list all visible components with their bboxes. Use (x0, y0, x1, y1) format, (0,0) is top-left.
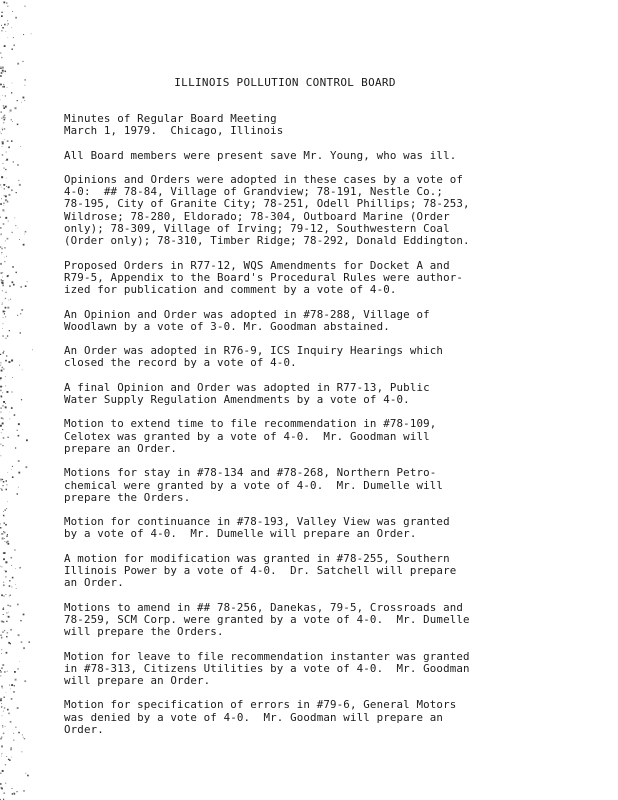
minutes-header (64, 113, 584, 138)
scan-edge-noise (0, 0, 40, 800)
paragraph-line: prepare the Orders. (64, 490, 191, 504)
minutes-paragraph (64, 467, 584, 504)
paragraph-line: an Order. (64, 576, 124, 590)
paragraph-line: An Order was adopted in R76-9, ICS Inquiry Hearings which (64, 344, 444, 358)
paragraph-line: will prepare the Orders. (64, 625, 224, 639)
document-title: ILLINOIS POLLUTION CONTROL BOARD (174, 76, 396, 89)
paragraph-line: An Opinion and Order was adopted in #78-288, Village of (64, 307, 430, 321)
paragraph-line: by a vote of 4-0. Mr. Dumelle will prepare an Order. (64, 527, 417, 541)
minutes-paragraph (64, 260, 584, 297)
paragraph-line: A final Opinion and Order was adopted in R77-13, Public (64, 380, 430, 394)
paragraph-line: was denied by a vote of 4-0. Mr. Goodman will prepare an (64, 710, 444, 724)
minutes-paragraph (64, 150, 584, 162)
header-line: Minutes of Regular Board Meeting (64, 112, 277, 125)
minutes-paragraph (64, 602, 584, 639)
paragraph-line: A motion for modification was granted in #78-255, Southern (64, 551, 450, 565)
header-line: March 1, 1979. Chicago, Illinois (64, 124, 284, 138)
paragraph-line: Celotex was granted by a vote of 4-0. Mr. Goodman will (64, 429, 430, 443)
paragraph-line: Water Supply Regulation Amendments by a vote of 4-0. (64, 393, 410, 407)
paragraph-line: R79-5, Appendix to the Board's Procedural Rules were author- (64, 270, 464, 284)
paragraph-line: 4-0: ## 78-84, Village of Grandview; 78-191, Nestle Co.; (64, 185, 444, 199)
minutes-paragraph (64, 699, 584, 736)
paragraph-line: Proposed Orders in R77-12, WQS Amendments for Docket A and (64, 258, 450, 272)
paragraph-line: in #78-313, Citizens Utilities by a vote of 4-0. Mr. Goodman (64, 661, 470, 675)
paragraph-line: (Order only); 78-310, Timber Ridge; 78-292, Donald Eddington. (64, 234, 470, 248)
minutes-paragraph (64, 309, 584, 334)
minutes-paragraphs (64, 150, 584, 737)
paragraph-line: will prepare an Order. (64, 674, 211, 688)
paragraph-line: closed the record by a vote of 4-0. (64, 356, 297, 370)
paragraph-line: Motions to amend in ## 78-256, Danekas, 79-5, Crossroads and (64, 600, 464, 614)
minutes-paragraph (64, 345, 584, 370)
paragraph-line: Illinois Power by a vote of 4-0. Dr. Satchell will prepare (64, 564, 457, 578)
paragraph-line: Opinions and Orders were adopted in these cases by a vote of (64, 172, 464, 186)
paragraph-line: chemical were granted by a vote of 4-0. Mr. Dumelle will (64, 478, 444, 492)
paragraph-line: Wildrose; 78-280, Eldorado; 78-304, Outboard Marine (Order (64, 209, 450, 223)
minutes-paragraph (64, 553, 584, 590)
paragraph-line: Motion for specification of errors in #79-6, General Motors (64, 698, 457, 712)
minutes-paragraph (64, 174, 584, 248)
paragraph-line: All Board members were present save Mr. Young, who was ill. (64, 148, 457, 162)
paragraph-line: ized for publication and comment by a vote of 4-0. (64, 283, 397, 297)
minutes-paragraph (64, 418, 584, 455)
document-body (64, 113, 584, 748)
minutes-paragraph (64, 382, 584, 407)
paragraph-line: only); 78-309, Village of Irving; 79-12, Southwestern Coal (64, 222, 450, 236)
paragraph-line: Motions for stay in #78-134 and #78-268, Northern Petro- (64, 466, 437, 480)
paragraph-line: Woodlawn by a vote of 3-0. Mr. Goodman abstained. (64, 319, 390, 333)
paragraph-line: 78-195, City of Granite City; 78-251, Odell Phillips; 78-253, (64, 197, 470, 211)
paragraph-line: Motion for leave to file recommendation instanter was granted (64, 649, 470, 663)
paragraph-line: prepare an Order. (64, 441, 178, 455)
minutes-paragraph (64, 516, 584, 541)
paragraph-line: 78-259, SCM Corp. were granted by a vote of 4-0. Mr. Dumelle (64, 612, 470, 626)
paragraph-line: Motion to extend time to file recommendation in #78-109, (64, 417, 437, 431)
minutes-paragraph (64, 651, 584, 688)
paragraph-line: Motion for continuance in #78-193, Valley View was granted (64, 515, 450, 529)
paragraph-line: Order. (64, 722, 104, 736)
